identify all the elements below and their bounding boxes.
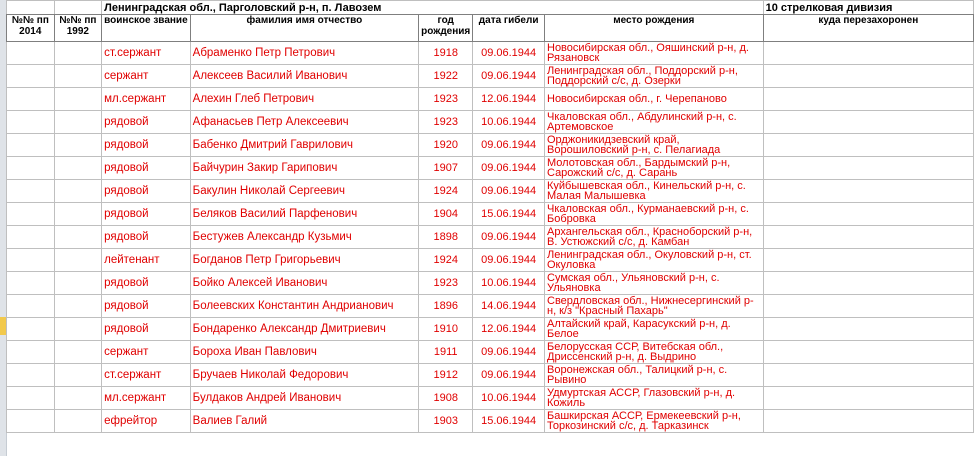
cell-rank[interactable]: сержант [102, 65, 191, 88]
cell-birth-year[interactable]: 1907 [419, 157, 473, 180]
cell-pp2014[interactable] [7, 65, 55, 88]
cell-reburied[interactable] [763, 203, 973, 226]
table-row [7, 341, 974, 364]
cell-birthplace[interactable]: Сумская обл., Ульяновский р-н, с. Ульяновка [545, 272, 764, 295]
table-row [7, 364, 974, 387]
col-rank[interactable]: воинское звание [102, 15, 191, 42]
cell-rank[interactable]: ст.сержант [102, 364, 191, 387]
col-death-date[interactable]: дата гибели [473, 15, 545, 42]
cell-reburied[interactable] [763, 387, 973, 410]
cell-death-date[interactable]: 09.06.1944 [473, 341, 545, 364]
location-title[interactable]: Ленинградская обл., Парголовский р-н, п. Лавозем [102, 1, 764, 15]
cell-pp2014[interactable] [7, 410, 55, 433]
table-row [7, 88, 974, 111]
cell-reburied[interactable] [763, 111, 973, 134]
cell-pp1992[interactable] [54, 272, 102, 295]
cell-pp2014[interactable] [7, 88, 55, 111]
cell-death-date[interactable]: 14.06.1944 [473, 295, 545, 318]
table-row [7, 42, 974, 65]
cell-name[interactable]: Болеевских Константин Андрианович [190, 295, 419, 318]
col-name[interactable]: фамилия имя отчество [190, 15, 419, 42]
cell-pp2014[interactable] [7, 387, 55, 410]
cell-birthplace[interactable]: Воронежская обл., Талицкий р-н, с. Рывино [545, 364, 764, 387]
cell-pp1992[interactable] [54, 65, 102, 88]
burial-list-table [6, 0, 974, 433]
cell-pp2014[interactable] [7, 364, 55, 387]
cell-name[interactable]: Беляков Василий Парфенович [190, 203, 419, 226]
cell-death-date[interactable]: 09.06.1944 [473, 65, 545, 88]
cell-pp2014[interactable] [7, 134, 55, 157]
cell-rank[interactable]: рядовой [102, 180, 191, 203]
cell-birth-year[interactable]: 1910 [419, 318, 473, 341]
cell-name[interactable]: Бороха Иван Павлович [190, 341, 419, 364]
cell-pp1992[interactable] [54, 249, 102, 272]
cell-rank[interactable]: рядовой [102, 157, 191, 180]
cell-death-date[interactable]: 10.06.1944 [473, 111, 545, 134]
cell-pp2014[interactable] [7, 42, 55, 65]
cell-pp2014[interactable] [7, 226, 55, 249]
cell-reburied[interactable] [763, 341, 973, 364]
cell-pp1992[interactable] [54, 180, 102, 203]
cell-reburied[interactable] [763, 42, 973, 65]
cell-birthplace[interactable]: Свердловская обл., Нижнесергинский р-н, к/з "Красный Пахарь" [545, 295, 764, 318]
table-row [7, 318, 974, 341]
cell-birth-year[interactable]: 1923 [419, 272, 473, 295]
cell-birthplace[interactable]: Алтайский край, Карасукский р-н, д. Белое [545, 318, 764, 341]
cell-pp2014[interactable] [7, 341, 55, 364]
cell-birthplace[interactable]: Ленинградская обл., Окуловский р-н, ст. Окуловка [545, 249, 764, 272]
cell-rank[interactable]: лейтенант [102, 249, 191, 272]
cell-reburied[interactable] [763, 249, 973, 272]
cell-name[interactable]: Бабенко Дмитрий Гаврилович [190, 134, 419, 157]
cell-rank[interactable]: рядовой [102, 272, 191, 295]
column-header-row [7, 15, 974, 42]
cell-reburied[interactable] [763, 410, 973, 433]
cell-death-date[interactable]: 15.06.1944 [473, 203, 545, 226]
cell-birthplace[interactable]: Чкаловская обл., Курманаевский р-н, с. Бобровка [545, 203, 764, 226]
cell-pp2014[interactable] [7, 111, 55, 134]
cell-birth-year[interactable]: 1924 [419, 180, 473, 203]
cell-name[interactable]: Бручаев Николай Федорович [190, 364, 419, 387]
cell-name[interactable]: Богданов Петр Григорьевич [190, 249, 419, 272]
cell-pp1992[interactable] [54, 387, 102, 410]
cell-name[interactable]: Бакулин Николай Сергеевич [190, 180, 419, 203]
cell-death-date[interactable]: 09.06.1944 [473, 364, 545, 387]
cell-birth-year[interactable]: 1920 [419, 134, 473, 157]
cell-birthplace[interactable]: Белорусская ССР, Витебская обл., Дриссенский р-н, д. Выдрино [545, 341, 764, 364]
cell-pp2014[interactable] [7, 249, 55, 272]
cell-death-date[interactable]: 12.06.1944 [473, 88, 545, 111]
col-birthplace[interactable]: место рождения [545, 15, 764, 42]
cell-pp1992[interactable] [54, 111, 102, 134]
cell-name[interactable]: Афанасьев Петр Алексеевич [190, 111, 419, 134]
cell-birthplace[interactable]: Куйбышевская обл., Кинельский р-н, с. Малая Малышевка [545, 180, 764, 203]
cell-rank[interactable]: рядовой [102, 295, 191, 318]
cell-reburied[interactable] [763, 272, 973, 295]
cell-name[interactable]: Бондаренко Александр Дмитриевич [190, 318, 419, 341]
cell-rank[interactable]: рядовой [102, 226, 191, 249]
cell-birthplace[interactable]: Новосибирская обл., г. Черепаново [545, 88, 764, 111]
cell-rank[interactable]: мл.сержант [102, 88, 191, 111]
cell-pp1992[interactable] [54, 318, 102, 341]
cell-name[interactable]: Бестужев Александр Кузьмич [190, 226, 419, 249]
cell-birthplace[interactable]: Орджоникидзевский край, Ворошиловский р-н, с. Пелагиада [545, 134, 764, 157]
cell-death-date[interactable]: 09.06.1944 [473, 226, 545, 249]
cell-birth-year[interactable]: 1912 [419, 364, 473, 387]
cell-birthplace[interactable]: Удмуртская АССР, Глазовский р-н, д. Кожиль [545, 387, 764, 410]
cell-birthplace[interactable]: Ленинградская обл., Поддорский р-н, Поддорский с/с, д. Озерки [545, 65, 764, 88]
cell-birthplace[interactable]: Новосибирская обл., Ояшинский р-н, д. Рязановск [545, 42, 764, 65]
cell-rank[interactable]: мл.сержант [102, 387, 191, 410]
table-row [7, 387, 974, 410]
col-birth-year[interactable]: год рождения [419, 15, 473, 42]
title-row [7, 1, 974, 15]
cell-death-date[interactable]: 09.06.1944 [473, 249, 545, 272]
cell-rank[interactable]: сержант [102, 341, 191, 364]
cell-reburied[interactable] [763, 318, 973, 341]
cell-death-date[interactable]: 09.06.1944 [473, 42, 545, 65]
cell-pp2014[interactable] [7, 272, 55, 295]
cell-death-date[interactable]: 10.06.1944 [473, 272, 545, 295]
table-row [7, 226, 974, 249]
cell-pp2014[interactable] [7, 295, 55, 318]
cell-death-date[interactable]: 10.06.1944 [473, 387, 545, 410]
cell-reburied[interactable] [763, 226, 973, 249]
cell-name[interactable]: Абраменко Петр Петрович [190, 42, 419, 65]
cell-death-date[interactable]: 09.06.1944 [473, 157, 545, 180]
cell-birth-year[interactable]: 1903 [419, 410, 473, 433]
cell-pp1992[interactable] [54, 295, 102, 318]
cell-birth-year[interactable]: 1922 [419, 65, 473, 88]
cell-birth-year[interactable]: 1908 [419, 387, 473, 410]
cell-reburied[interactable] [763, 65, 973, 88]
cell-birth-year[interactable]: 1904 [419, 203, 473, 226]
cell-pp1992[interactable] [54, 42, 102, 65]
cell-pp1992[interactable] [54, 364, 102, 387]
table-row [7, 249, 974, 272]
table-row [7, 134, 974, 157]
col-pp2014[interactable]: №№ пп 2014 [7, 15, 55, 42]
table-row [7, 410, 974, 433]
cell-pp2014[interactable] [7, 157, 55, 180]
cell-birth-year[interactable]: 1911 [419, 341, 473, 364]
table-row [7, 157, 974, 180]
cell-birth-year[interactable]: 1924 [419, 249, 473, 272]
cell-birth-year[interactable]: 1896 [419, 295, 473, 318]
cell-name[interactable]: Байчурин Закир Гарипович [190, 157, 419, 180]
cell-pp1992[interactable] [54, 203, 102, 226]
cell-pp2014[interactable] [7, 203, 55, 226]
division-title[interactable]: 10 стрелковая дивизия [763, 1, 973, 15]
cell-name[interactable]: Булдаков Андрей Иванович [190, 387, 419, 410]
col-reburied[interactable]: куда перезахоронен [763, 15, 973, 42]
cell-name[interactable]: Бойко Алексей Иванович [190, 272, 419, 295]
cell-name[interactable]: Алехин Глеб Петрович [190, 88, 419, 111]
cell-birthplace[interactable]: Чкаловская обл., Абдулинский р-н, с. Артемовское [545, 111, 764, 134]
table-row [7, 203, 974, 226]
cell-birthplace[interactable]: Молотовская обл., Бардымский р-н, Сарожский с/с, д. Сарань [545, 157, 764, 180]
cell-death-date[interactable]: 12.06.1944 [473, 318, 545, 341]
cell-reburied[interactable] [763, 157, 973, 180]
table-row [7, 295, 974, 318]
table-row [7, 111, 974, 134]
cell-birth-year[interactable]: 1918 [419, 42, 473, 65]
cell-rank[interactable]: ефрейтор [102, 410, 191, 433]
cell-birth-year[interactable]: 1923 [419, 88, 473, 111]
table-body [7, 42, 974, 433]
cell-pp1992[interactable] [54, 410, 102, 433]
cell-reburied[interactable] [763, 88, 973, 111]
cell-pp1992[interactable] [54, 341, 102, 364]
cell-reburied[interactable] [763, 134, 973, 157]
cell-death-date[interactable]: 09.06.1944 [473, 134, 545, 157]
cell-name[interactable]: Алексеев Василий Иванович [190, 65, 419, 88]
cell-pp1992[interactable] [54, 157, 102, 180]
cell-birthplace[interactable]: Башкирская АССР, Ермекеевский р-н, Торкозинский с/с, д. Тарказинск [545, 410, 764, 433]
col-pp1992[interactable]: №№ пп 1992 [54, 15, 102, 42]
cell-rank[interactable]: рядовой [102, 203, 191, 226]
cell-birth-year[interactable]: 1898 [419, 226, 473, 249]
cell-pp1992[interactable] [54, 134, 102, 157]
cell-birth-year[interactable]: 1923 [419, 111, 473, 134]
cell-pp1992[interactable] [54, 226, 102, 249]
cell-birthplace[interactable]: Архангельская обл., Красноборский р-н, В. Устюжский с/с, д. Камбан [545, 226, 764, 249]
cell-name[interactable]: Валиев Галий [190, 410, 419, 433]
cell-pp2014[interactable] [7, 318, 55, 341]
cell-pp2014[interactable] [7, 180, 55, 203]
table-row [7, 65, 974, 88]
cell-reburied[interactable] [763, 295, 973, 318]
cell-pp1992[interactable] [54, 88, 102, 111]
cell-death-date[interactable]: 09.06.1944 [473, 180, 545, 203]
table-row [7, 180, 974, 203]
cell-reburied[interactable] [763, 364, 973, 387]
table-row [7, 272, 974, 295]
cell-rank[interactable]: рядовой [102, 111, 191, 134]
cell-reburied[interactable] [763, 180, 973, 203]
cell-death-date[interactable]: 15.06.1944 [473, 410, 545, 433]
cell-rank[interactable]: ст.сержант [102, 42, 191, 65]
cell-rank[interactable]: рядовой [102, 318, 191, 341]
cell-rank[interactable]: рядовой [102, 134, 191, 157]
